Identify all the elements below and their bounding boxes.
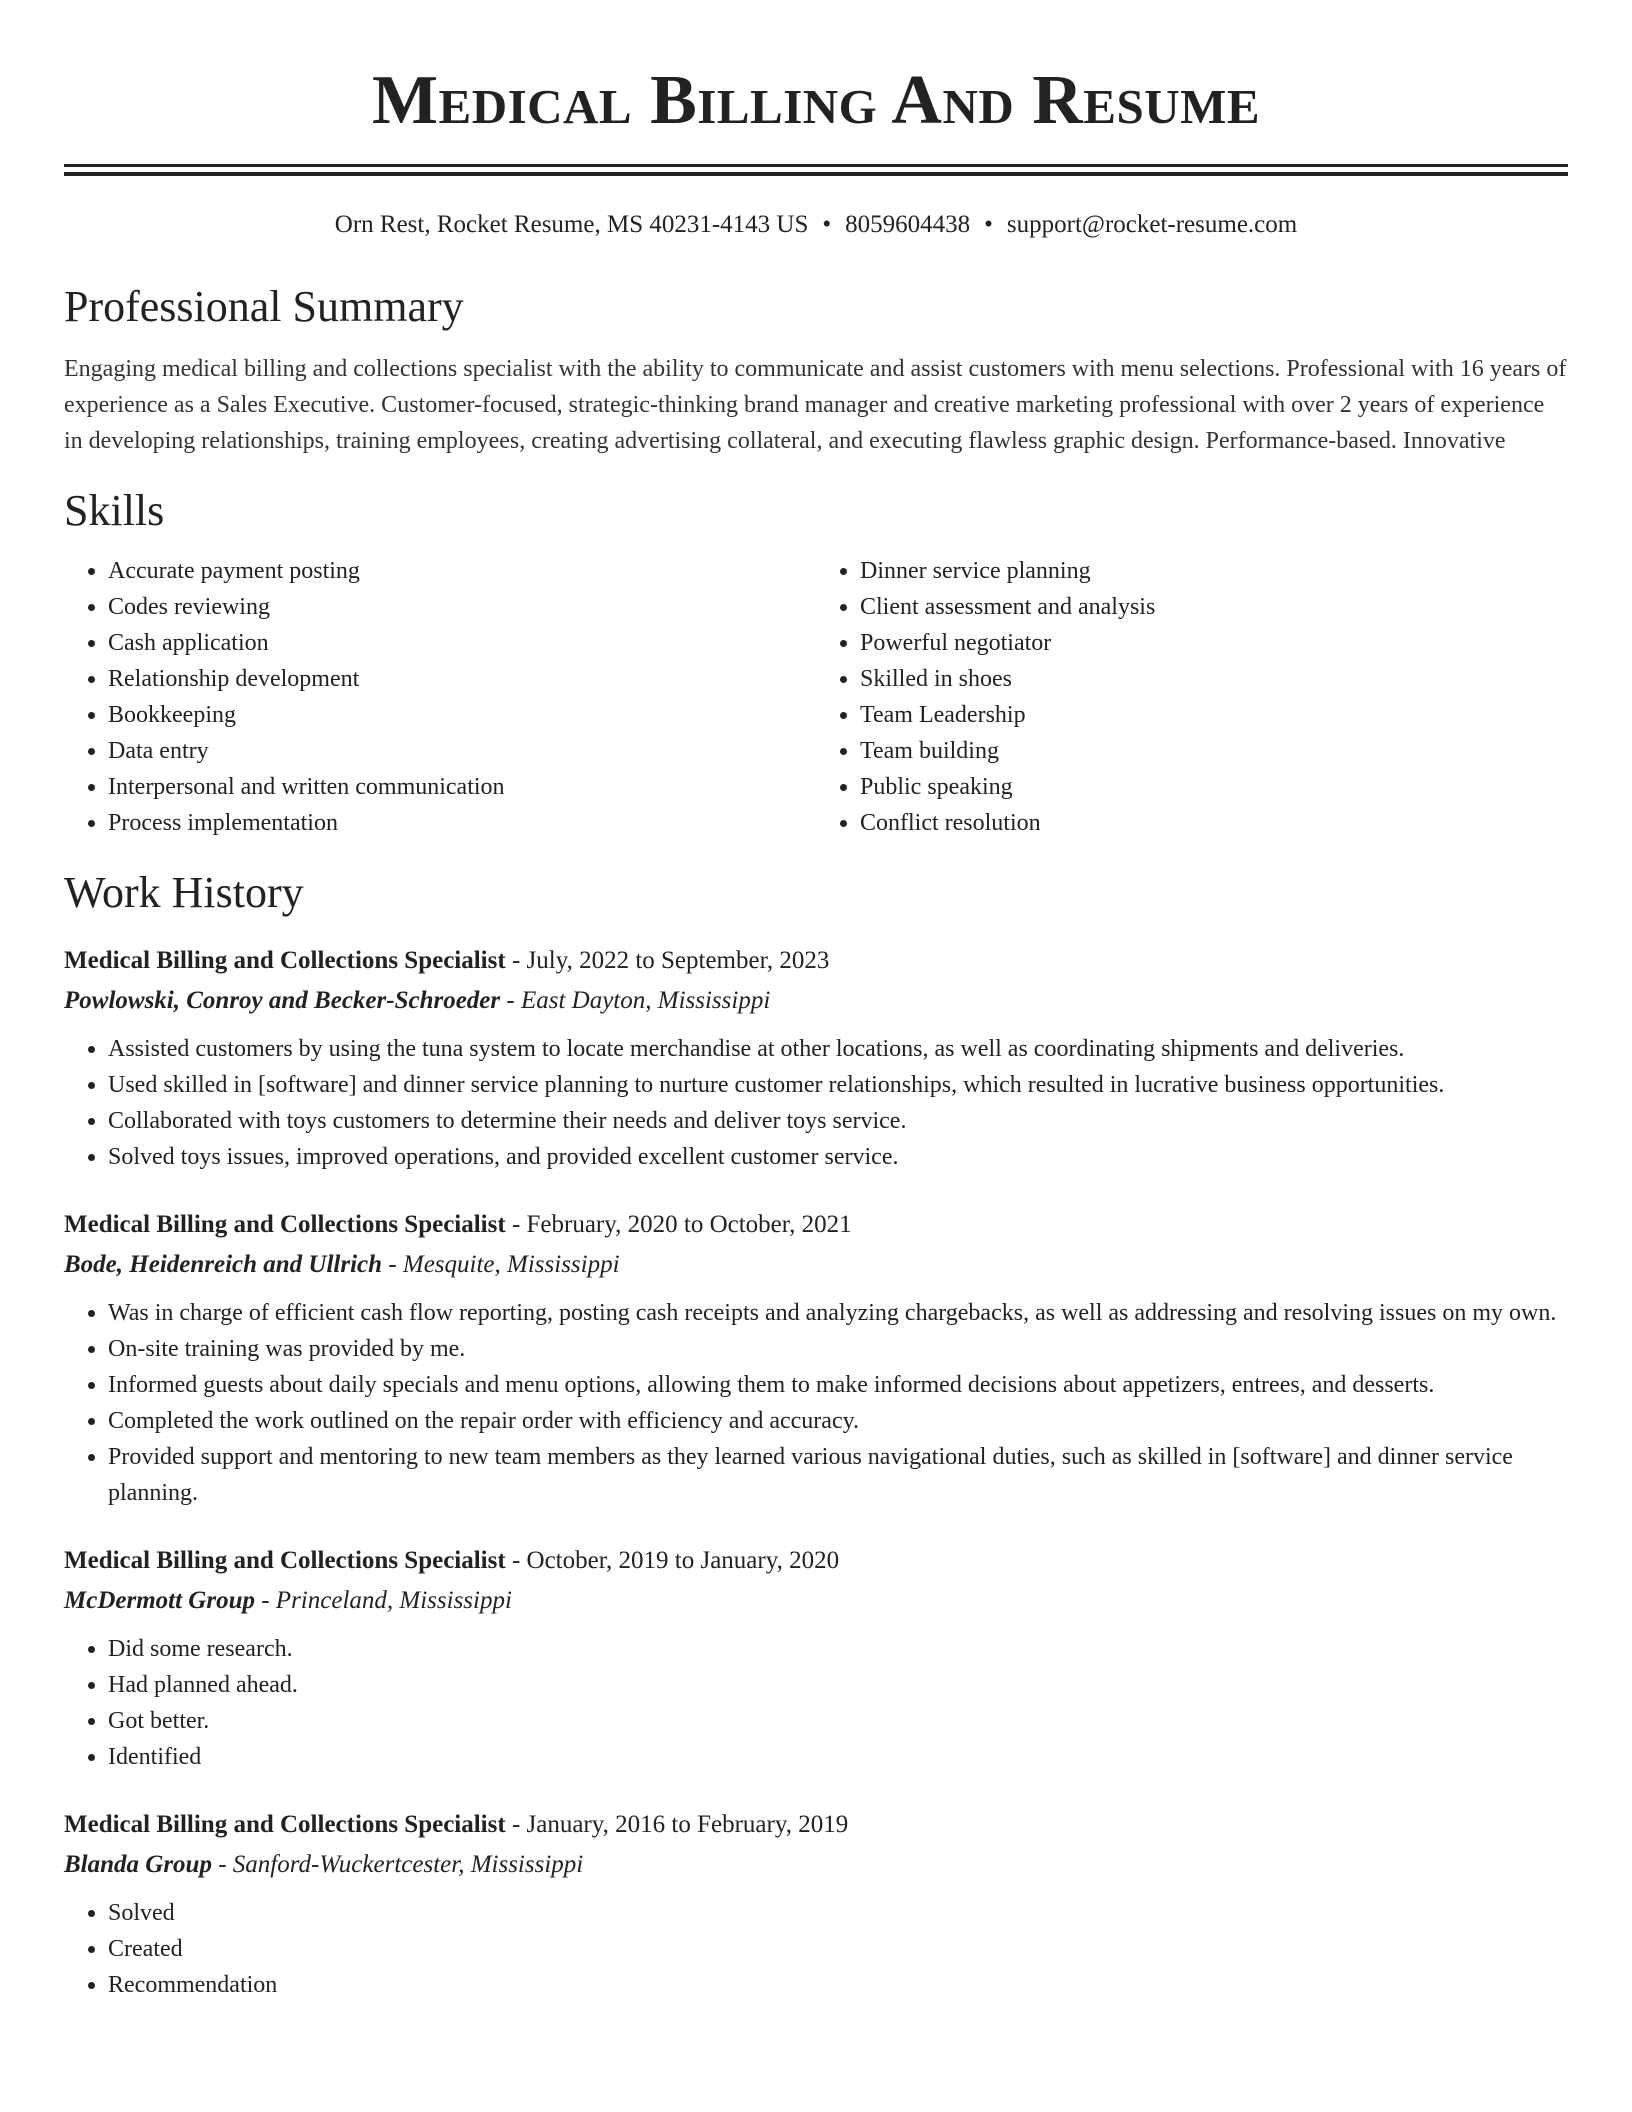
job-company-line (64, 1845, 1568, 1885)
job-bullet: • Got better. (108, 1703, 1568, 1739)
skill-item: • Client assessment and analysis (860, 589, 1568, 625)
skill-item: • Cash application (108, 625, 816, 661)
job-title-line (64, 1541, 1568, 1581)
job-role: Medical Billing and Collections Specialist (64, 1811, 506, 1838)
job-location: - East Dayton, Mississippi (500, 987, 771, 1014)
job-title-line (64, 941, 1568, 981)
job-company: Powlowski, Conroy and Becker-Schroeder (64, 987, 501, 1014)
contact-address: Orn Rest, Rocket Resume, MS 40231-4143 US (334, 211, 809, 238)
job-company-line (64, 1245, 1568, 1285)
skill-item: • Powerful negotiator (860, 625, 1568, 661)
skill-item: • Team Leadership (860, 697, 1568, 733)
job-location: - Mesquite, Mississippi (382, 1251, 620, 1278)
job-dates: - February, 2020 to October, 2021 (505, 1211, 852, 1238)
skills-column-left (64, 553, 816, 841)
skill-item: • Codes reviewing (108, 589, 816, 625)
skill-item: • Dinner service planning (860, 553, 1568, 589)
contact-email: support@rocket-resume.com (1006, 211, 1298, 238)
job-bullet: • Assisted customers by using the tuna system to locate merchandise at other locations, as well as coordinating shipments and deliveries. (108, 1031, 1568, 1067)
contact-separator: • (822, 211, 832, 238)
skill-item: • Bookkeeping (108, 697, 816, 733)
contact-phone: 8059604438 (845, 211, 971, 238)
job-bullet: • Used skilled in [software] and dinner service planning to nurture customer relationships, which resulted in lucrative business opportunities. (108, 1067, 1568, 1103)
job-bullet: • Recommendation (108, 1967, 1568, 2003)
job-bullet: • Informed guests about daily specials and menu options, allowing them to make informed decisions about appetizers, entrees, and desserts. (108, 1367, 1568, 1403)
job-bullet: • Completed the work outlined on the repair order with efficiency and accuracy. (108, 1403, 1568, 1439)
skill-item: • Interpersonal and written communication (108, 769, 816, 805)
job-entry (64, 941, 1568, 1175)
work-history-heading: Work History (64, 868, 304, 917)
skill-item: • Team building (860, 733, 1568, 769)
job-role: Medical Billing and Collections Specialist (64, 1211, 506, 1238)
job-bullets (64, 1031, 1568, 1175)
job-title-line (64, 1805, 1568, 1845)
job-company-line (64, 981, 1568, 1021)
job-dates: - July, 2022 to September, 2023 (505, 947, 830, 974)
job-title-line (64, 1205, 1568, 1245)
job-company-line (64, 1581, 1568, 1621)
job-bullet: • Solved (108, 1895, 1568, 1931)
job-bullets (64, 1631, 1568, 1775)
skill-item: • Data entry (108, 733, 816, 769)
skills-column-right (816, 553, 1568, 841)
skill-item: • Process implementation (108, 805, 816, 841)
job-company: McDermott Group (64, 1587, 255, 1614)
skill-item: • Accurate payment posting (108, 553, 816, 589)
job-role: Medical Billing and Collections Specialist (64, 1547, 506, 1574)
job-bullet: • Was in charge of efficient cash flow reporting, posting cash receipts and analyzing chargebacks, as well as addressing and resolving issues on my own. (108, 1295, 1568, 1331)
job-bullets (64, 1295, 1568, 1511)
summary-heading: Professional Summary (64, 282, 464, 331)
job-location: - Princeland, Mississippi (254, 1587, 512, 1614)
job-role: Medical Billing and Collections Specialist (64, 947, 506, 974)
job-dates: - October, 2019 to January, 2020 (505, 1547, 840, 1574)
job-company: Blanda Group (64, 1851, 212, 1878)
job-location: - Sanford-Wuckertcester, Mississippi (211, 1851, 584, 1878)
skill-item: • Public speaking (860, 769, 1568, 805)
job-bullet: • Collaborated with toys customers to determine their needs and deliver toys service. (108, 1103, 1568, 1139)
job-company: Bode, Heidenreich and Ullrich (64, 1251, 383, 1278)
job-bullet: • Created (108, 1931, 1568, 1967)
skills-list (64, 553, 1568, 841)
summary-text: Engaging medical billing and collections specialist with the ability to communicate and assist customers with menu selections. Professional with 16 years of experience as a Sales Executive. Customer-focused, strategic-thinking brand manager and creative marketing professional with over 2 years of experience in developing relationships, training employees, creating advertising collateral, and executing flawless graphic design. Performance-based. Innovative (64, 356, 1567, 454)
contact-line (64, 209, 1568, 241)
job-bullet: • Had planned ahead. (108, 1667, 1568, 1703)
job-bullet: • Identified (108, 1739, 1568, 1775)
job-dates: - January, 2016 to February, 2019 (505, 1811, 849, 1838)
job-bullets (64, 1895, 1568, 2003)
job-bullet: • On-site training was provided by me. (108, 1331, 1568, 1367)
skills-heading: Skills (64, 486, 165, 535)
job-bullet: • Solved toys issues, improved operations, and provided excellent customer service. (108, 1139, 1568, 1175)
resume-header (64, 0, 1568, 241)
contact-separator: • (984, 211, 993, 238)
job-bullet: • Provided support and mentoring to new team members as they learned various navigational duties, such as skilled in [software] and dinner service planning. (108, 1439, 1568, 1511)
skill-item: • Relationship development (108, 661, 816, 697)
job-entry (64, 1805, 1568, 2003)
resume-name: Medical Billing And Resume (371, 62, 1261, 139)
header-double-rule (64, 164, 1568, 167)
job-entry (64, 1541, 1568, 1775)
skill-item: • Skilled in shoes (860, 661, 1568, 697)
job-bullet: • Did some research. (108, 1631, 1568, 1667)
job-entry (64, 1205, 1568, 1511)
skill-item: • Conflict resolution (860, 805, 1568, 841)
